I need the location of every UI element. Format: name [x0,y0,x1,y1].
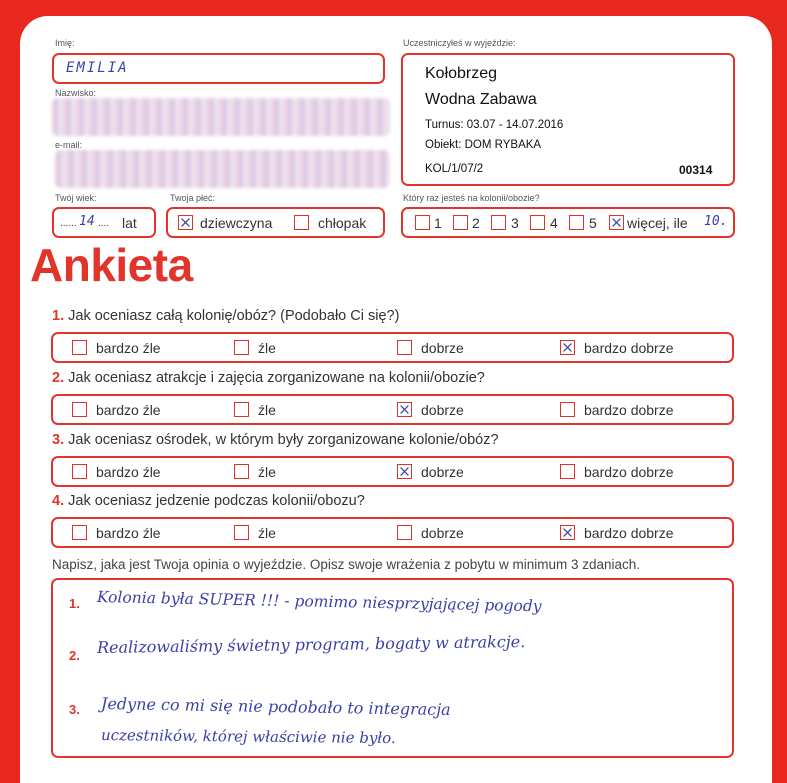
question-3-option-4-checkbox[interactable] [560,464,575,479]
question-3-option-2-label: źle [258,464,276,480]
question-4-answers [51,517,734,548]
question-1-option-4-label: bardzo dobrze [584,340,674,356]
opinion-number-2: 2. [69,648,80,663]
question-2-option-4-label: bardzo dobrze [584,402,674,418]
check-x-icon [561,526,574,539]
gender-male-checkbox[interactable] [294,215,309,230]
check-x-icon [398,465,411,478]
question-2-option-2-label: źle [258,402,276,418]
gender-female-checkbox[interactable] [178,215,193,230]
surname-label: Nazwisko: [55,88,97,98]
trip-code: KOL/1/07/2 [425,163,484,175]
question-2-option-3-checkbox[interactable] [397,402,412,417]
question-3-answers [51,456,734,487]
question-2-text [52,370,485,386]
times-3-label: 3 [511,215,519,231]
question-4-text [52,493,365,509]
times-1-label: 1 [434,215,442,231]
question-3-option-4-label: bardzo dobrze [584,464,674,480]
question-1-text [52,308,399,324]
survey-title: Ankieta [30,239,193,291]
times-4-label: 4 [550,215,558,231]
question-2-option-4-checkbox[interactable] [560,402,575,417]
trip-city: Kołobrzeg [425,65,498,82]
age-value: 14 [79,214,95,229]
question-4-option-3-checkbox[interactable] [397,525,412,540]
opinion-line-2: Realizowaliśmy świetny program, bogaty w atrakcje. [96,632,526,657]
question-3-option-3-checkbox[interactable] [397,464,412,479]
times-1-checkbox[interactable] [415,215,430,230]
question-3-option-3-label: dobrze [421,464,464,480]
email-label: e-mail: [55,140,83,150]
times-4-checkbox[interactable] [530,215,545,230]
question-1-option-2-checkbox[interactable] [234,340,249,355]
trip-box [401,53,735,186]
trip-object: Obiekt: DOM RYBAKA [425,139,542,151]
surname-redacted [52,98,390,136]
question-1-option-3-checkbox[interactable] [397,340,412,355]
question-2-option-2-checkbox[interactable] [234,402,249,417]
opinion-line-3: Jedyne co mi się nie podobało to integracja [100,694,451,720]
question-4-option-2-checkbox[interactable] [234,525,249,540]
name-field[interactable] [52,53,385,84]
question-1-option-4-checkbox[interactable] [560,340,575,355]
question-label: Jak oceniasz jedzenie podczas kolonii/obozu? [68,493,365,509]
question-number: 1. [52,308,65,324]
question-1-answers [51,332,734,363]
question-1-option-1-label: bardzo źle [96,340,161,356]
trip-label: Uczestniczyłeś w wyjeździe: [403,38,516,48]
times-more-value: 10. [704,214,728,229]
trip-number: 00314 [679,163,713,177]
question-3-text [52,432,499,448]
opinion-box[interactable] [51,578,734,758]
question-label: Jak oceniasz ośrodek, w którym były zorganizowane kolonie/obóz? [68,432,499,448]
question-label: Jak oceniasz całą kolonię/obóz? (Podobało Ci się?) [68,308,400,324]
age-dots-left: ...... [60,218,77,229]
opinion-line-4: uczestników, której właściwie nie było. [100,726,396,748]
times-5-label: 5 [589,215,597,231]
trip-turnus: Turnus: 03.07 - 14.07.2016 [425,119,564,131]
check-x-icon [610,216,623,229]
age-field[interactable] [52,207,156,238]
question-3-option-1-label: bardzo źle [96,464,161,480]
times-5-checkbox[interactable] [569,215,584,230]
question-1-option-1-checkbox[interactable] [72,340,87,355]
times-2-checkbox[interactable] [453,215,468,230]
age-label: Twój wiek: [55,193,97,203]
gender-field [166,207,385,238]
times-3-checkbox[interactable] [491,215,506,230]
times-2-label: 2 [472,215,480,231]
question-4-option-1-checkbox[interactable] [72,525,87,540]
trip-name: Wodna Zabawa [425,91,537,108]
times-field [401,207,735,238]
question-4-option-4-label: bardzo dobrze [584,525,674,541]
question-1-option-2-label: źle [258,340,276,356]
question-2-option-3-label: dobrze [421,402,464,418]
gender-male-label: chłopak [318,215,367,231]
opinion-number-3: 3. [69,702,80,717]
gender-female-label: dziewczyna [200,215,273,231]
question-2-option-1-label: bardzo źle [96,402,161,418]
age-unit: lat [122,215,137,231]
question-number: 4. [52,493,65,509]
question-4-option-4-checkbox[interactable] [560,525,575,540]
opinion-line-1: Kolonia była SUPER !!! - pomimo niesprzyjającej pogody [96,588,542,616]
question-4-option-3-label: dobrze [421,525,464,541]
question-number: 3. [52,432,65,448]
name-value: EMILIA [66,60,129,76]
question-label: Jak oceniasz atrakcje i zajęcia zorganizowane na kolonii/obozie? [68,370,485,386]
check-x-icon [561,341,574,354]
question-3-option-1-checkbox[interactable] [72,464,87,479]
age-dots-right: .... [98,218,110,229]
question-2-answers [51,394,734,425]
question-4-option-1-label: bardzo źle [96,525,161,541]
name-label: Imię: [55,38,75,48]
question-3-option-2-checkbox[interactable] [234,464,249,479]
question-1-option-3-label: dobrze [421,340,464,356]
gender-label: Twoja płeć: [170,193,216,203]
email-redacted [55,150,390,188]
question-number: 2. [52,370,65,386]
opinion-prompt: Napisz, jaka jest Twoja opinia o wyjeździe. Opisz swoje wrażenia z pobytu w minimum 3 zdaniach. [52,557,641,572]
opinion-number-1: 1. [69,596,80,611]
question-4-option-2-label: źle [258,525,276,541]
check-x-icon [179,216,192,229]
times-more-checkbox[interactable] [609,215,624,230]
times-label: Który raz jesteś na kolonii/obozie? [403,193,540,203]
question-2-option-1-checkbox[interactable] [72,402,87,417]
check-x-icon [398,403,411,416]
times-more-label: więcej, ile [627,215,688,231]
